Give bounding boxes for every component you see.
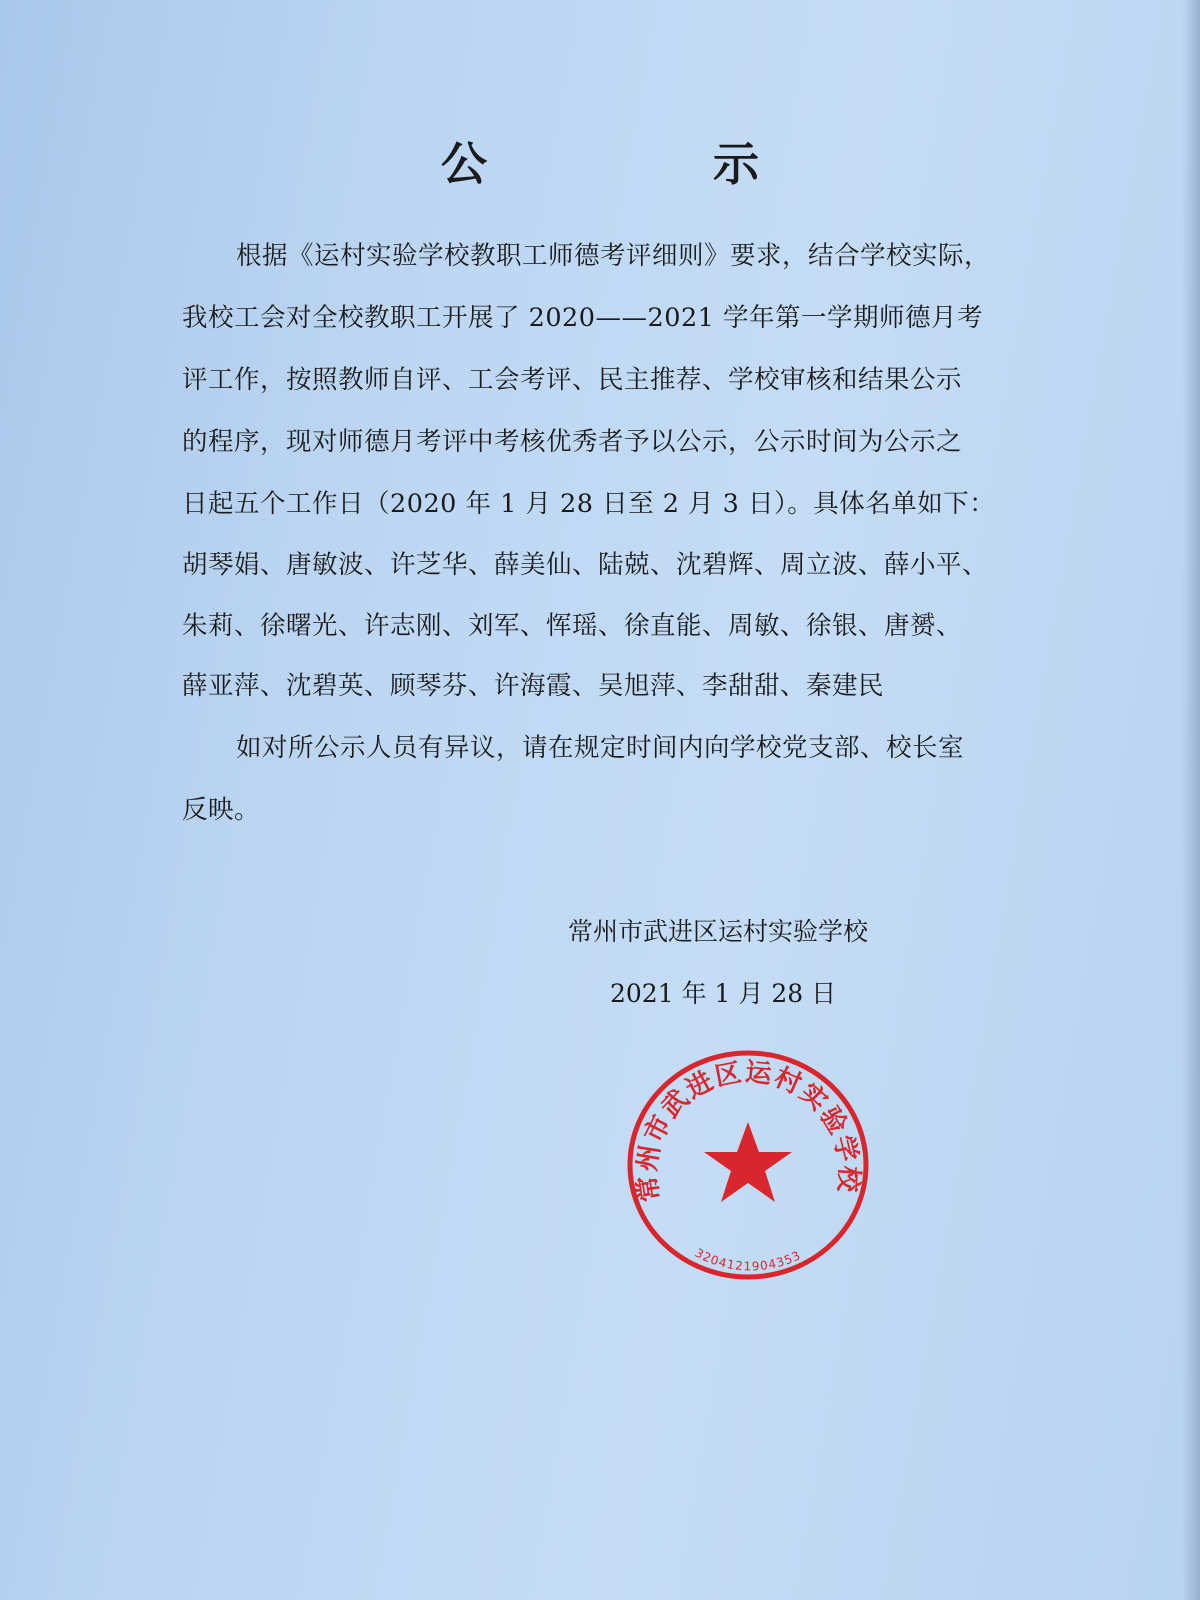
body-line: 根据《运村实验学校教职工师德考评细则》要求，结合学校实际， [236,241,991,271]
document-title: 公 示 [441,137,849,191]
body-line: 如对所公示人员有异议，请在规定时间内向学校党支部、校长室 [236,733,965,763]
name-list-line: 薛亚萍、沈碧英、顾琴芬、许海霞、吴旭萍、李甜甜、秦建民 [182,671,885,701]
body-line: 反映。 [182,795,261,825]
body-line: 的程序，现对师德月考评中考核优秀者予以公示，公示时间为公示之 [182,427,963,457]
seal-star-icon [704,1122,792,1202]
name-list-line: 胡琴娟、唐敏波、许芝华、薛美仙、陆兢、沈碧辉、周立波、薛小平、 [182,550,989,580]
body-line: 评工作，按照教师自评、工会考评、民主推荐、学校审核和结果公示 [182,365,963,395]
official-seal-stamp [612,1040,882,1290]
seal-text: 常州市武进区运村实验学校 [632,1057,864,1204]
paper-edge-shadow [1182,0,1200,1600]
seal-code: 3204121904353 [692,1245,804,1274]
body-line: 日起五个工作日（2020 年 1 月 28 日至 2 月 3 日）。具体名单如下： [182,489,996,519]
signature-date: 2021 年 1 月 28 日 [610,979,837,1008]
signature-organization: 常州市武进区运村实验学校 [568,917,869,946]
name-list-line: 朱莉、徐曙光、许志刚、刘军、恽瑶、徐直能、周敏、徐银、唐赟、 [182,611,963,641]
body-line: 我校工会对全校教职工开展了 2020——2021 学年第一学期师德月考 [182,303,984,333]
